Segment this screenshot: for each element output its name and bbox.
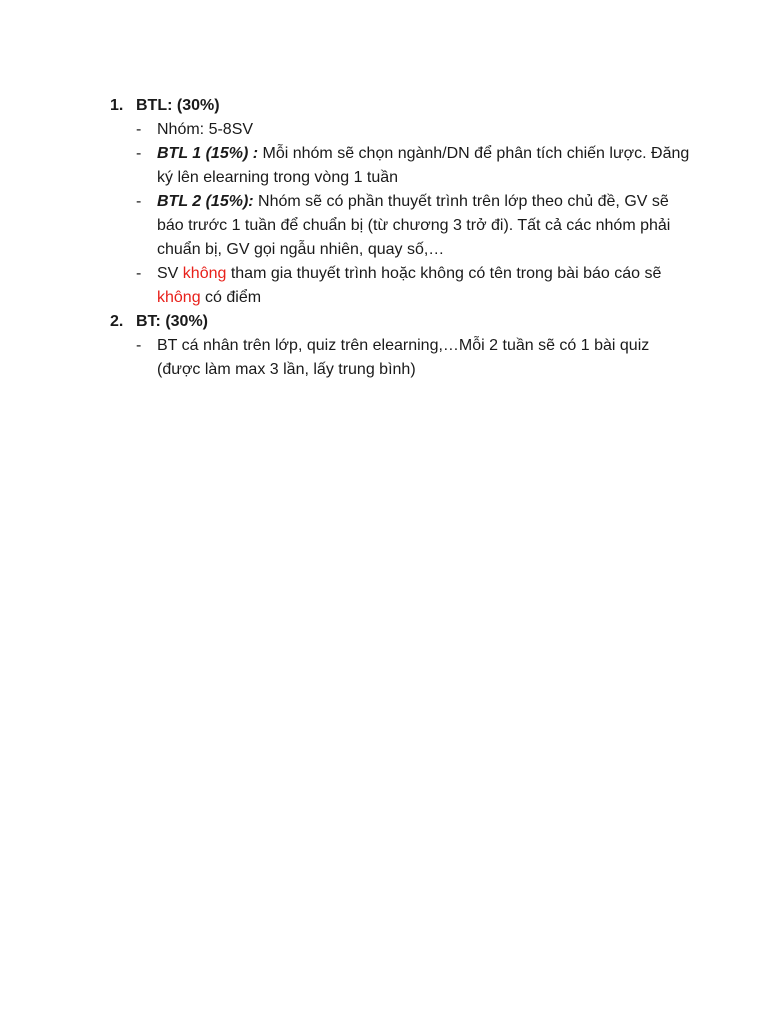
section-title: BT: (30%) — [136, 313, 209, 330]
list-item-text: BT cá nhân trên lớp, quiz trên elearning,…Mỗi 2 tuần sẽ có 1 bài quiz (được làm max 3 lần, lấy trung bình) — [157, 337, 650, 378]
text-run: tham gia thuyết trình hoặc không có tên trong bài báo cáo sẽ — [226, 265, 662, 282]
dash-bullet: - — [136, 265, 142, 282]
section-title: BTL: (30%) — [136, 97, 220, 114]
document-body — [110, 94, 690, 382]
item-label: BTL 2 (15%): — [157, 193, 254, 210]
list-item-text: Nhóm sẽ có phần thuyết trình trên lớp theo chủ đề, GV sẽ báo trước 1 tuần để chuẩn bị (từ chương 3 trở đi). Tất cả các nhóm phải chuẩn bị, GV gọi ngẫu nhiên, quay số,… — [157, 193, 671, 258]
text-run: có điểm — [200, 289, 262, 306]
list-item — [110, 190, 690, 262]
list-item — [110, 262, 690, 310]
dash-bullet: - — [136, 145, 142, 162]
dash-bullet: - — [136, 337, 142, 354]
section-list-bt — [110, 334, 690, 382]
text-run: SV — [157, 265, 183, 282]
list-item-body — [157, 262, 690, 310]
section-heading-bt — [110, 310, 690, 334]
section-number: 2. — [110, 313, 124, 330]
list-item-text: Nhóm: 5-8SV — [157, 121, 254, 138]
list-item — [110, 118, 690, 142]
list-item — [110, 334, 690, 382]
section-number: 1. — [110, 97, 124, 114]
section-list-btl — [110, 118, 690, 310]
list-item-body — [157, 142, 690, 190]
list-item — [110, 142, 690, 190]
highlight-text: không — [182, 265, 227, 282]
dash-bullet: - — [136, 193, 142, 210]
dash-bullet: - — [136, 121, 142, 138]
item-label: BTL 1 (15%) : — [157, 145, 259, 162]
highlight-text: không — [157, 289, 201, 306]
list-item-text: Mỗi nhóm sẽ chọn ngành/DN để phân tích chiến lược. Đăng ký lên elearning trong vòng 1 tuần — [157, 145, 690, 186]
section-heading-btl — [110, 94, 690, 118]
list-item-body — [157, 190, 690, 262]
